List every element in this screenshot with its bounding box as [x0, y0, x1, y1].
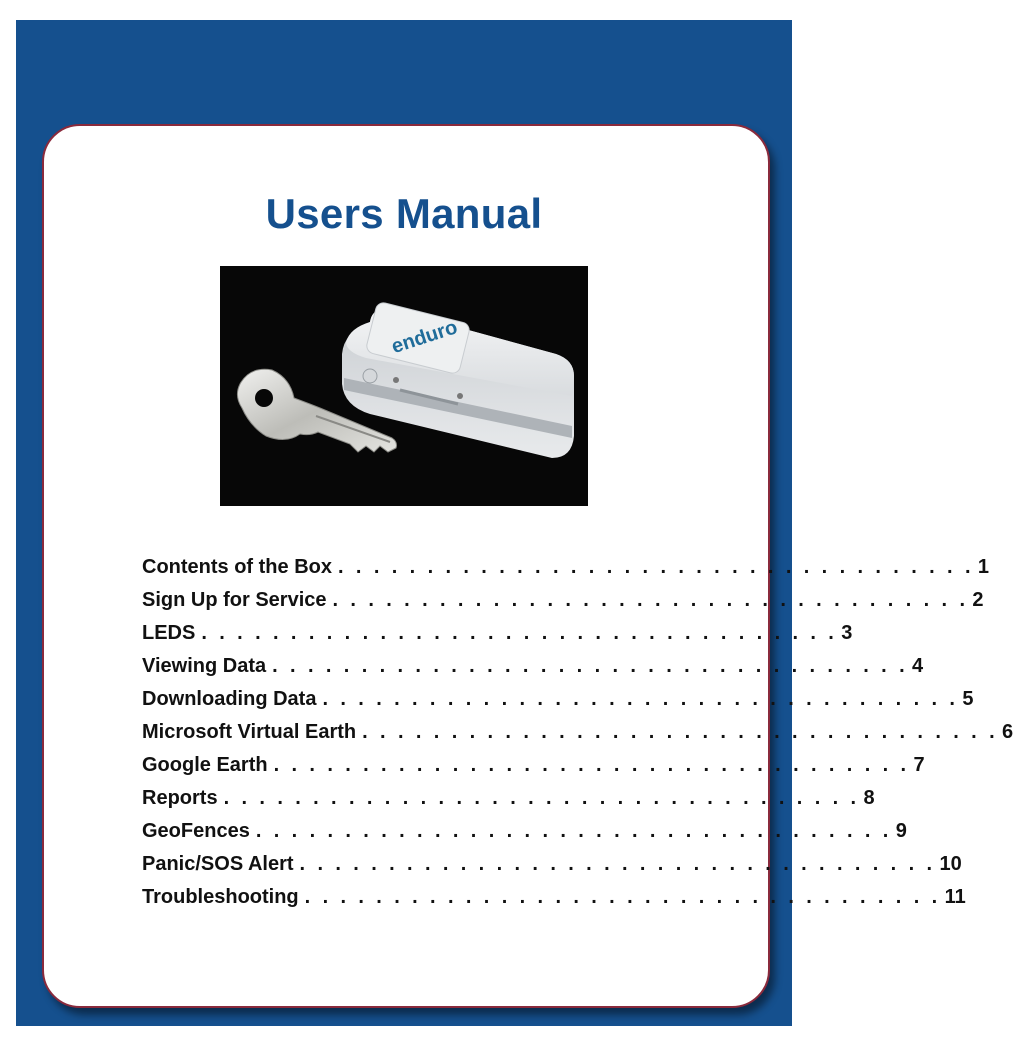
toc-leader-dots: . . . . . . . . . . . . . . . . . . . . . . . . . . . . . . . . . . . . — [273, 754, 910, 776]
toc-entry-page: 10 — [939, 853, 962, 875]
toc-leader-dots: . . . . . . . . . . . . . . . . . . . . . . . . . . . . . . . . . . . . — [255, 820, 892, 842]
toc-entry[interactable] — [142, 556, 990, 589]
toc-entry-page: 1 — [977, 556, 990, 578]
toc-entry-label: Google Earth — [142, 754, 268, 776]
toc-leader-dots: . . . . . . . . . . . . . . . . . . . . . . . . . . . . . . . . . . . . — [223, 787, 860, 809]
table-of-contents — [142, 556, 1013, 919]
toc-leader-dots: . . . . . . . . . . . . . . . . . . . . . . . . . . . . . . . . . . . . — [338, 556, 974, 578]
toc-entry[interactable] — [142, 853, 962, 886]
toc-entry[interactable] — [142, 655, 924, 688]
toc-entry[interactable] — [142, 688, 974, 721]
page-title: Users Manual — [265, 190, 543, 237]
toc-entry-label: Viewing Data — [142, 655, 267, 677]
toc-entry-page: 3 — [841, 622, 853, 644]
toc-entry-label: Contents of the Box — [142, 556, 332, 578]
toc-entry-label: Panic/SOS Alert — [142, 853, 294, 875]
toc-leader-dots: . . . . . . . . . . . . . . . . . . . . . . . . . . . . . . . . . . . . — [322, 688, 959, 710]
svg-text:enduro: enduro — [388, 316, 461, 359]
toc-leader-dots: . . . . . . . . . . . . . . . . . . . . . . . . . . . . . . . . . . . . — [304, 886, 941, 908]
toc-leader-dots: . . . . . . . . . . . . . . . . . . . . . . . . . . . . . . . . . . . . — [201, 622, 838, 644]
toc-entry-page: 6 — [1002, 721, 1013, 743]
toc-leader-dots: . . . . . . . . . . . . . . . . . . . . . . . . . . . . . . . . . . . . — [332, 589, 969, 611]
toc-entry[interactable] — [142, 886, 966, 919]
toc-entry-label: Reports — [142, 787, 218, 809]
toc-leader-dots: . . . . . . . . . . . . . . . . . . . . . . . . . . . . . . . . . . . . — [362, 721, 999, 743]
toc-entry-page: 4 — [912, 655, 924, 677]
toc-entry[interactable] — [142, 721, 1013, 754]
toc-entry[interactable] — [142, 754, 925, 787]
toc-entry-page: 7 — [913, 754, 925, 776]
toc-entry-page: 9 — [895, 820, 907, 842]
toc-leader-dots: . . . . . . . . . . . . . . . . . . . . . . . . . . . . . . . . . . . . — [299, 853, 936, 875]
device-photo — [220, 266, 588, 506]
toc-entry[interactable] — [142, 787, 875, 820]
toc-entry-page: 2 — [972, 589, 984, 611]
toc-entry-label: Downloading Data — [142, 688, 317, 710]
toc-entry-label: GeoFences — [142, 820, 250, 842]
toc-entry-page: 8 — [863, 787, 875, 809]
toc-entry[interactable] — [142, 820, 907, 853]
toc-entry-label: Microsoft Virtual Earth — [142, 721, 357, 743]
toc-entry-label: LEDS — [142, 622, 196, 644]
toc-leader-dots: . . . . . . . . . . . . . . . . . . . . . . . . . . . . . . . . . . . . — [272, 655, 909, 677]
toc-entry-label: Troubleshooting — [142, 886, 299, 908]
toc-entry-page: 5 — [962, 688, 974, 710]
toc-entry-page: 11 — [944, 886, 966, 908]
toc-entry[interactable] — [142, 589, 984, 622]
toc-entry[interactable] — [142, 622, 853, 655]
toc-entry-label: Sign Up for Service — [142, 589, 327, 611]
